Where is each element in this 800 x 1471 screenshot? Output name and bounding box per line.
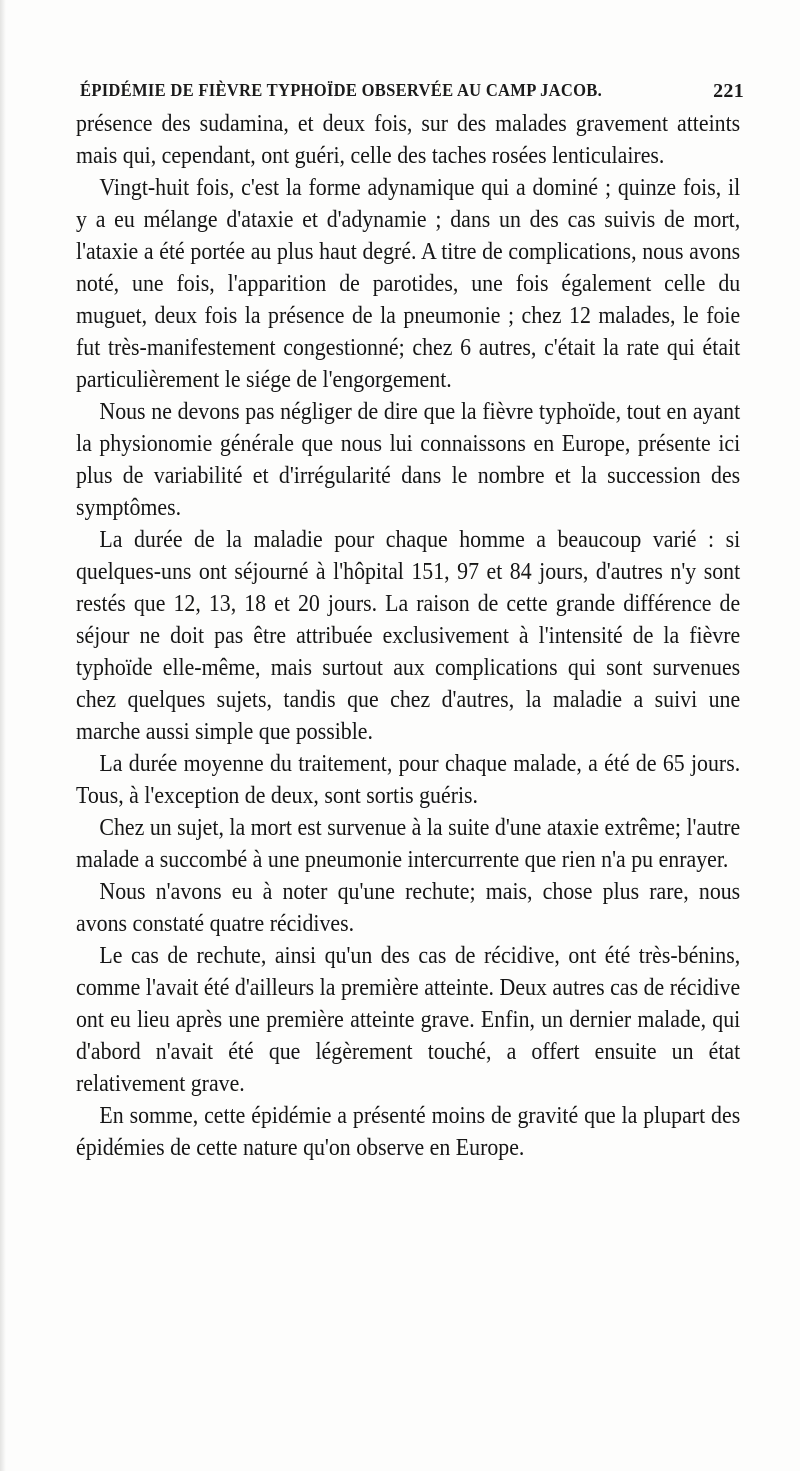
paragraph: La durée de la maladie pour chaque homme a beaucoup varié : si quelques-uns ont séjourné à l'hôpital 151, 97 et 84 jours, d'autres n'y sont restés que 12, 13, 18 et 20 jours. La raison de cette grande différence de séjour ne doit pas être attribuée exclusivement à l'intensité de la fièvre typhoïde elle-même, mais surtout aux complications qui sont survenues chez quelques sujets, tandis que chez d'autres, la maladie a suivi une marche aussi simple que possible. — [76, 526, 741, 745]
paragraph: Nous ne devons pas négliger de dire que la fièvre typhoïde, tout en ayant la physionomie générale que nous lui connaissons en Europe, présente ici plus de variabilité et d'irrégularité dans le nombre et la succession des symptômes. — [76, 398, 741, 521]
running-head — [72, 74, 744, 104]
paragraph: Le cas de rechute, ainsi qu'un des cas de récidive, ont été très-bénins, comme l'avait été d'ailleurs la première atteinte. Deux autres cas de récidive ont eu lieu après une première atteinte grave. Enfin, un dernier malade, qui d'abord n'avait été que légèrement touché, a offert ensuite un état relativement grave. — [76, 942, 741, 1097]
page-number: 221 — [713, 80, 744, 102]
paragraph: Vingt-huit fois, c'est la forme adynamique qui a dominé ; quinze fois, il y a eu mélange d'ataxie et d'adynamie ; dans un des cas suivis de mort, l'ataxie a été portée au plus haut degré. A titre de complications, nous avons noté, une fois, l'apparition de parotides, une fois également celle du muguet, deux fois la présence de la pneumonie ; chez 12 malades, le foie fut très-manifestement congestionné; chez 6 autres, c'était la rate qui était particulièrement le siége de l'engorgement. — [76, 174, 741, 393]
running-title: ÉPIDÉMIE DE FIÈVRE TYPHOÏDE OBSERVÉE AU CAMP JACOB. — [80, 80, 603, 100]
paragraph: présence des sudamina, et deux fois, sur des malades gravement atteints mais qui, cependant, ont guéri, celle des taches rosées lenticulaires. — [76, 110, 741, 169]
paragraph: En somme, cette épidémie a présenté moins de gravité que la plupart des épidémies de cette nature qu'on observe en Europe. — [76, 1102, 741, 1161]
body-text — [76, 108, 740, 1164]
page-edge-shadow — [0, 0, 6, 1471]
paragraph: Chez un sujet, la mort est survenue à la suite d'une ataxie extrême; l'autre malade a succombé à une pneumonie intercurrente que rien n'a pu enrayer. — [76, 814, 741, 873]
paragraph: La durée moyenne du traitement, pour chaque malade, a été de 65 jours. Tous, à l'exception de deux, sont sortis guéris. — [76, 750, 741, 809]
paragraph: Nous n'avons eu à noter qu'une rechute; mais, chose plus rare, nous avons constaté quatre récidives. — [76, 878, 741, 937]
